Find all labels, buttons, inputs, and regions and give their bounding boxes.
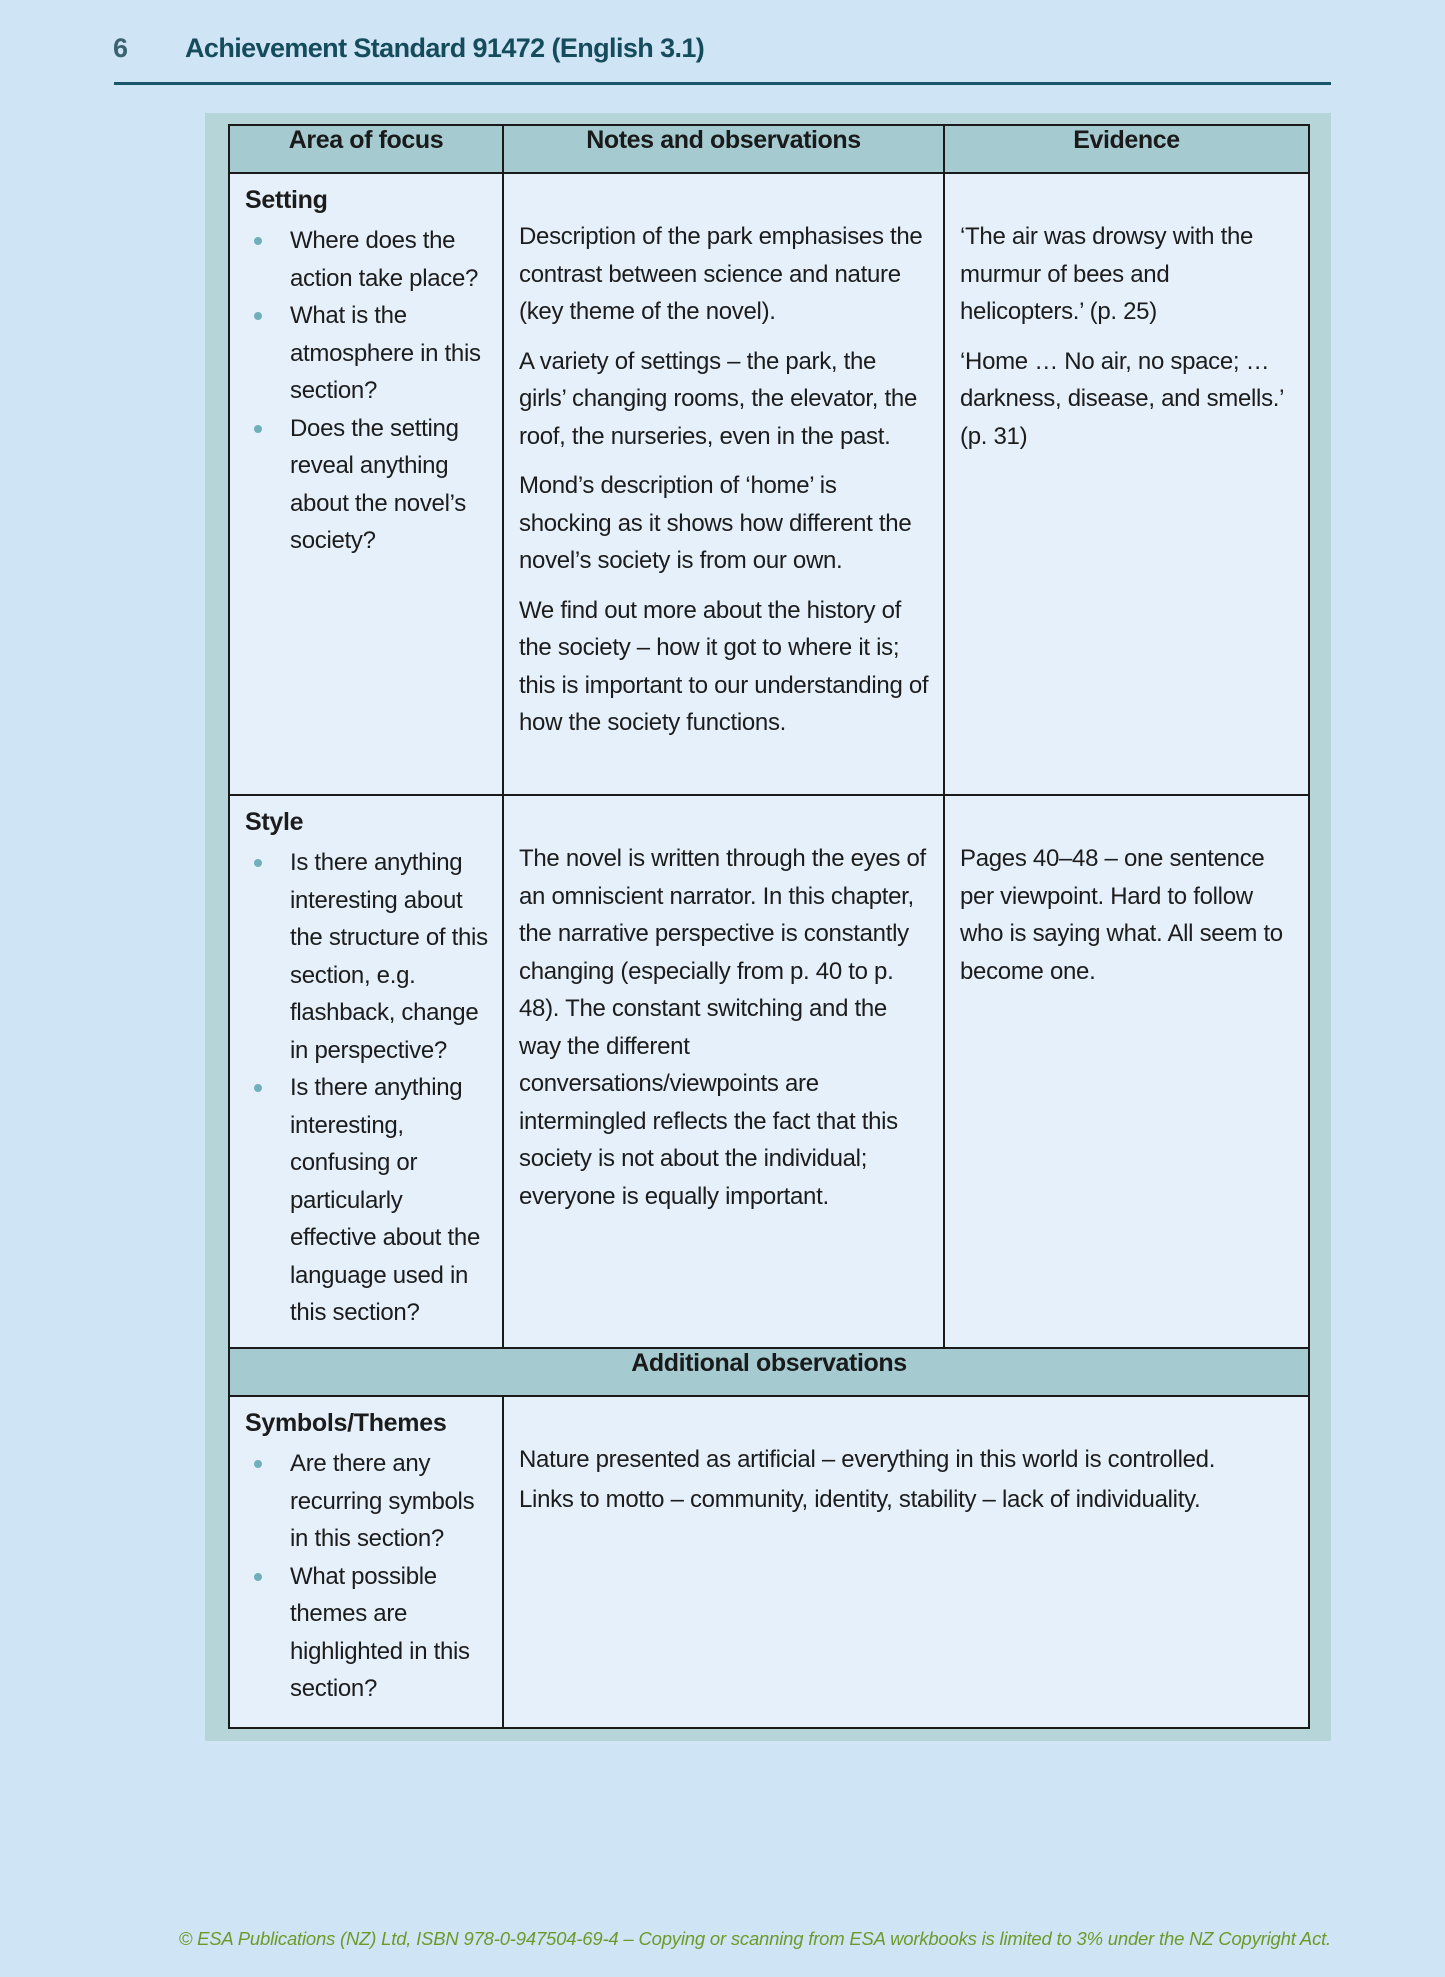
question-item: Are there any recurring symbols in this section? bbox=[245, 1445, 488, 1558]
copyright-footer: © ESA Publications (NZ) Ltd, ISBN 978-0-947504-69-4 – Copying or scanning from ESA workbooks is limited to 3% under the NZ Copyright Act. bbox=[178, 1928, 1331, 1949]
question-list bbox=[245, 1445, 488, 1708]
note-paragraph: We find out more about the history of the society – how it got to where it is; this is important to our understanding of how the society functions. bbox=[519, 596, 929, 736]
bullet-icon bbox=[254, 237, 262, 245]
column-header-evidence: Evidence bbox=[944, 125, 1309, 173]
additional-observations-header: Additional observations bbox=[229, 1348, 1309, 1396]
header-rule bbox=[114, 82, 1331, 85]
page-number: 6 bbox=[113, 33, 128, 63]
area-cell bbox=[229, 795, 503, 1348]
question-item: Where does the action take place? bbox=[245, 222, 488, 297]
column-header-notes: Notes and observations bbox=[503, 125, 944, 173]
note-paragraph: The novel is written through the eyes of an omniscient narrator. In this chapter, the narrative perspective is constantly changing (especially from p. 40 to p. 48). The constant switching and the way the different conversations/viewpoints are intermingled reflects the fact that this society is not about the individual; everyone is equally important. bbox=[519, 845, 926, 1210]
area-cell bbox=[229, 1396, 503, 1728]
table-row-symbols-themes bbox=[229, 1396, 1309, 1728]
table-row-setting bbox=[229, 173, 1309, 795]
notes-cell bbox=[503, 795, 944, 1348]
question-list bbox=[245, 844, 488, 1332]
page-title: Achievement Standard 91472 (English 3.1) bbox=[185, 33, 705, 63]
additional-notes-cell bbox=[503, 1396, 1309, 1728]
note-paragraph: A variety of settings – the park, the girls’ changing rooms, the elevator, the roof, the nurseries, even in the past. bbox=[519, 347, 918, 450]
evidence-cell bbox=[944, 795, 1309, 1348]
area-cell bbox=[229, 173, 503, 795]
focus-table bbox=[228, 124, 1310, 1729]
evidence-cell bbox=[944, 173, 1309, 795]
area-title: Style bbox=[245, 808, 304, 836]
evidence-text: Pages 40–48 – one sentence per viewpoint. Hard to follow who is saying what. All seem to become one. bbox=[960, 845, 1283, 985]
bullet-icon bbox=[254, 1573, 262, 1581]
question-list bbox=[245, 222, 488, 560]
notes-cell bbox=[503, 173, 944, 795]
bullet-icon bbox=[254, 1460, 262, 1468]
bullet-icon bbox=[254, 1084, 262, 1092]
bullet-icon bbox=[254, 859, 262, 867]
question-item: What possible themes are highlighted in this section? bbox=[245, 1558, 488, 1708]
table-header-row bbox=[229, 125, 1309, 173]
area-title: Symbols/Themes bbox=[245, 1409, 447, 1437]
evidence-quote: ‘The air was drowsy with the murmur of bees and helicopters.’ (p. 25) bbox=[960, 223, 1254, 325]
question-item: What is the atmosphere in this section? bbox=[245, 297, 488, 410]
evidence-quote: ‘Home … No air, no space; … darkness, disease, and smells.’ (p. 31) bbox=[960, 347, 1284, 450]
note-paragraph: Links to motto – community, identity, stability – lack of individuality. bbox=[519, 1485, 1201, 1513]
additional-header-row bbox=[229, 1348, 1309, 1396]
question-item: Is there anything interesting about the structure of this section, e.g. flashback, change in perspective? bbox=[245, 844, 488, 1069]
note-paragraph: Mond’s description of ‘home’ is shocking as it shows how different the novel’s society is from our own. bbox=[519, 472, 912, 574]
bullet-icon bbox=[254, 425, 262, 433]
question-item: Does the setting reveal anything about the novel’s society? bbox=[245, 410, 488, 560]
question-item: Is there anything interesting, confusing or particularly effective about the language used in this section? bbox=[245, 1069, 488, 1332]
note-paragraph: Description of the park emphasises the contrast between science and nature (key theme of the novel). bbox=[519, 223, 923, 325]
table-row-style bbox=[229, 795, 1309, 1348]
column-header-area: Area of focus bbox=[229, 125, 503, 173]
area-title: Setting bbox=[245, 186, 328, 214]
note-paragraph: Nature presented as artificial – everything in this world is controlled. bbox=[519, 1446, 1216, 1473]
bullet-icon bbox=[254, 312, 262, 320]
